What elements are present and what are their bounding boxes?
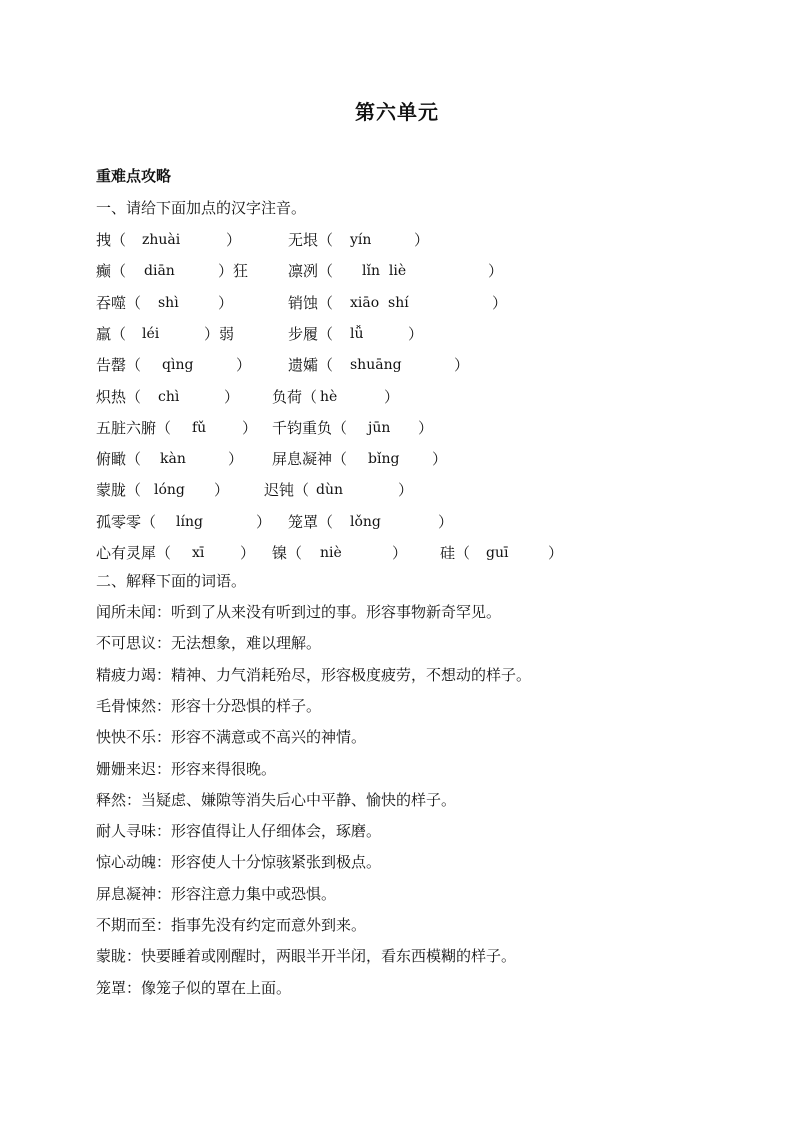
pinyin-word: 销蚀（: [288, 293, 334, 312]
closing-paren: ）: [256, 512, 272, 531]
closing-paren: ）: [236, 356, 252, 375]
closing-paren: ）狂: [218, 262, 249, 281]
closing-paren: ）: [240, 544, 256, 562]
pinyin-answer: xiāo shí: [350, 294, 409, 311]
pinyin-word: 屏息凝神（: [272, 450, 348, 469]
closing-paren: ）弱: [204, 324, 235, 343]
pinyin-answer: lǒng: [350, 513, 381, 530]
pinyin-answer: guī: [486, 545, 509, 561]
pinyin-answer: hè: [320, 388, 338, 405]
pinyin-word: 负荷（: [272, 387, 318, 406]
pinyin-word: 遗孀（: [288, 356, 334, 375]
pinyin-word: 无垠（: [288, 231, 334, 249]
pinyin-word: 千钧重负（: [272, 418, 348, 437]
closing-paren: ）: [418, 418, 434, 437]
definition-item: 不期而至：指事先没有约定而意外到来。: [96, 916, 367, 934]
definition-item: 精疲力竭：精神、力气消耗殆尽，形容极度疲劳，不想动的样子。: [96, 665, 532, 684]
closing-paren: ）: [218, 293, 234, 312]
pinyin-word: 硅（: [440, 544, 471, 562]
pinyin-answer: kàn: [160, 451, 186, 468]
pinyin-answer: lǚ: [350, 325, 364, 342]
page-title: 第六单元: [355, 100, 439, 124]
closing-paren: ）: [242, 418, 258, 437]
pinyin-answer: diān: [144, 263, 175, 280]
pinyin-word: 五脏六腑（: [96, 418, 172, 437]
definition-item: 不可思议：无法想象，难以理解。: [96, 634, 322, 653]
pinyin-answer: lóng: [154, 482, 185, 499]
pinyin-answer: qìng: [162, 357, 194, 374]
closing-paren: ）: [384, 387, 400, 406]
closing-paren: ）: [432, 450, 448, 469]
pinyin-answer: lǐn liè: [362, 263, 407, 280]
definition-item: 耐人寻味：形容值得让人仔细体会，琢磨。: [96, 822, 382, 841]
definition-item: 蒙眬：快要睡着或刚醒时，两眼半开半闭，看东西模糊的样子。: [96, 947, 517, 966]
pinyin-answer: dùn: [316, 482, 343, 499]
pinyin-word: 孤零零（: [96, 512, 157, 531]
definition-item: 惊心动魄：形容使人十分惊骇紧张到极点。: [96, 853, 382, 872]
pinyin-answer: shì: [158, 294, 179, 311]
pinyin-answer: niè: [320, 545, 342, 561]
pinyin-word: 吞噬（: [96, 293, 142, 312]
closing-paren: ）: [226, 231, 242, 249]
pinyin-answer: chì: [158, 388, 180, 405]
pinyin-word: 癫（: [96, 262, 127, 281]
pinyin-answer: xī: [192, 545, 205, 561]
closing-paren: ）: [492, 293, 508, 312]
closing-paren: ）: [214, 481, 230, 500]
pinyin-word: 迟钝（: [264, 481, 310, 500]
definition-item: 释然：当疑虑、嫌隙等消失后心中平静、愉快的样子。: [96, 790, 457, 809]
pinyin-answer: bǐng: [368, 451, 400, 468]
pinyin-word: 凛冽（: [288, 262, 334, 281]
pinyin-word: 炽热（: [96, 387, 142, 406]
pinyin-word: 拽（: [96, 231, 127, 249]
closing-paren: ）: [224, 387, 240, 406]
pinyin-word: 羸（: [96, 324, 127, 343]
part2-heading: 二、解释下面的词语。: [96, 572, 247, 590]
section-heading: 重难点攻略: [96, 167, 172, 185]
pinyin-answer: jūn: [368, 419, 391, 436]
pinyin-word: 告罄（: [96, 356, 142, 375]
definition-item: 姗姗来迟：形容来得很晚。: [96, 759, 277, 778]
closing-paren: ）: [548, 544, 564, 562]
pinyin-answer: fǔ: [192, 419, 207, 436]
pinyin-answer: líng: [176, 513, 203, 530]
definition-item: 毛骨悚然：形容十分恐惧的样子。: [96, 696, 322, 715]
pinyin-word: 笼罩（: [288, 512, 334, 531]
definition-item: 闻所未闻：听到了从来没有听到过的事。形容事物新奇罕见。: [96, 603, 502, 621]
closing-paren: ）: [438, 512, 454, 531]
closing-paren: ）: [392, 544, 408, 562]
pinyin-word: 步履（: [288, 324, 334, 343]
pinyin-word: 心有灵犀（: [96, 544, 172, 562]
closing-paren: ）: [408, 324, 424, 343]
pinyin-answer: shuāng: [350, 357, 402, 374]
closing-paren: ）: [228, 450, 244, 469]
definition-item: 屏息凝神：形容注意力集中或恐惧。: [96, 884, 337, 903]
part1-heading: 一、请给下面加点的汉字注音。: [96, 199, 307, 217]
pinyin-answer: yín: [350, 232, 372, 248]
pinyin-answer: zhuài: [142, 232, 181, 248]
definition-item: 笼罩：像笼子似的罩在上面。: [96, 978, 292, 997]
pinyin-word: 镍（: [272, 544, 303, 562]
closing-paren: ）: [398, 481, 414, 500]
closing-paren: ）: [454, 356, 470, 375]
closing-paren: ）: [414, 231, 430, 249]
pinyin-word: 俯瞰（: [96, 450, 142, 469]
closing-paren: ）: [488, 262, 504, 281]
definition-item: 怏怏不乐：形容不满意或不高兴的神情。: [96, 728, 367, 747]
pinyin-answer: léi: [142, 325, 160, 342]
pinyin-word: 蒙胧（: [96, 481, 142, 500]
